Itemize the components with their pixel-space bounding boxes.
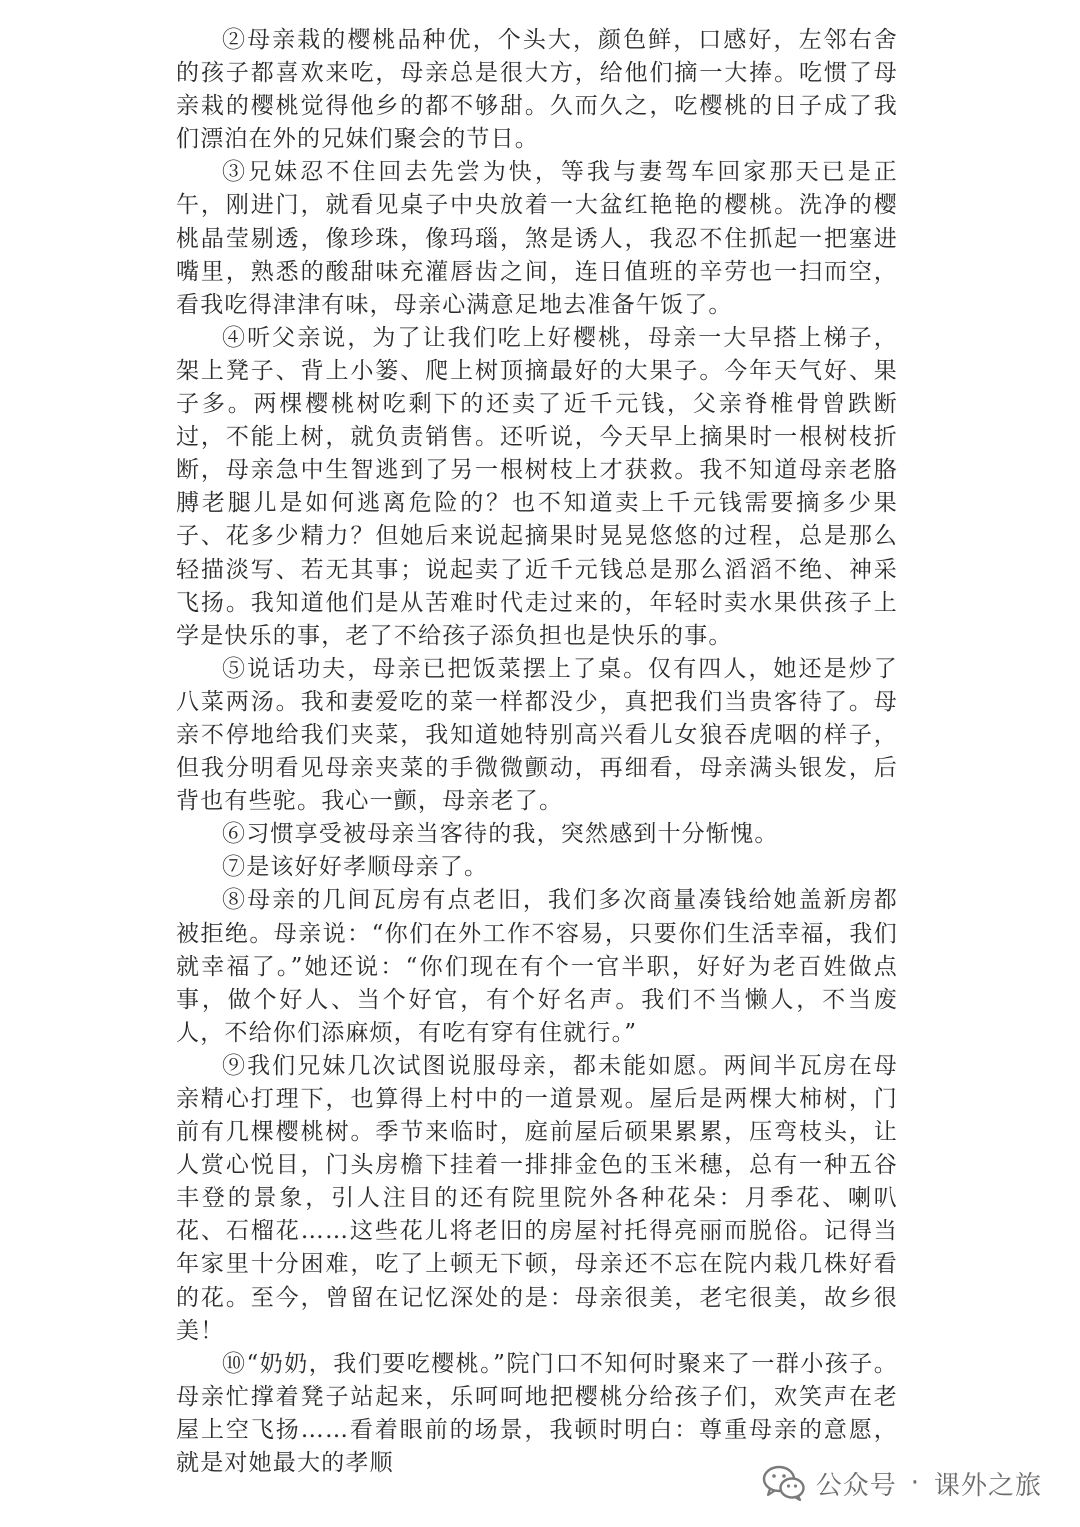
paragraph-9: ⑨我们兄妹几次试图说服母亲，都未能如愿。两间半瓦房在母亲精心打理下，也算得上村中的一道景观。屋后是两棵大柿树，门前有几棵樱桃树。季节来临时，庭前屋后硕果累累，压弯枝头，让人赏心悦目，门头房檐下挂着一排排金色的玉米穗，总有一种五谷丰登的景象，引人注目的还有院里院外各种花朵：月季花、喇叭花、石榴花……这些花儿将老旧的房屋衬托得亮丽而脱俗。记得当年家里十分困难，吃了上顿无下顿，母亲还不忘在院内栽几株好看的花。至今，曾留在记忆深处的是：母亲很美，老宅很美，故乡很美！ bbox=[176, 1052, 898, 1344]
watermark-account: 课外之旅 bbox=[933, 1470, 1042, 1501]
paragraph-10: ⑩“奶奶，我们要吃樱桃。”院门口不知何时聚来了一群小孩子。母亲忙撑着凳子站起来，乐呵呵地把樱桃分给孩子们，欢笑声在老屋上空飞扬……看着眼前的场景，我顿时明白：尊重母亲的意愿，就是对她最大的孝顺 bbox=[176, 1350, 898, 1477]
paragraph-3: ③兄妹忍不住回去先尝为快，等我与妻驾车回家那天已是正午，刚进门，就看见桌子中央放着一大盆红艳艳的樱桃。洗净的樱桃晶莹剔透，像珍珠，像玛瑙，煞是诱人，我忍不住抓起一把塞进嘴里，熟悉的酸甜味充灌唇齿之间，连日值班的辛劳也一扫而空，看我吃得津津有味，母亲心满意足地去准备午饭了。 bbox=[176, 159, 898, 318]
watermark-label: 公众号 bbox=[815, 1470, 897, 1501]
wechat-watermark bbox=[758, 1463, 1046, 1503]
paragraph-5: ⑤说话功夫，母亲已把饭菜摆上了桌。仅有四人，她还是炒了八菜两汤。我和妻爱吃的菜一样都没少，真把我们当贵客待了。母亲不停地给我们夹菜，我知道她特别高兴看儿女狼吞虎咽的样子，但我分明看见母亲夹菜的手微微颤动，再细看，母亲满头银发，后背也有些驼。我心一颤，母亲老了。 bbox=[176, 655, 898, 815]
paragraph-4: ④听父亲说，为了让我们吃上好樱桃，母亲一大早搭上梯子，架上凳子、背上小篓、爬上树顶摘最好的大果子。今年天气好、果子多。两棵樱桃树吃剩下的还卖了近千元钱，父亲脊椎骨曾跌断过，不能上树，就负责销售。还听说，今天早上摘果时一根树枝折断，母亲急中生智逃到了另一根树枝上才获救。我不知道母亲老胳膊老腿儿是如何逃离危险的？也不知道卖上千元钱需要摘多少果子、花多少精力？但她后来说起摘果时晃晃悠悠的过程，总是那么轻描淡写、若无其事；说起卖了近千元钱总是那么滔滔不绝、神采飞扬。我知道他们是从苦难时代走过来的，年轻时卖水果供孩子上学是快乐的事，老了不给孩子添负担也是快乐的事。 bbox=[176, 324, 898, 649]
paragraph-8: ⑧母亲的几间瓦房有点老旧，我们多次商量凑钱给她盖新房都被拒绝。母亲说：“你们在外工作不容易，只要你们生活幸福，我们就幸福了。”她还说：“你们现在有个一官半职，好好为老百姓做点事，做个好人、当个好官，有个好名声。我们不当懒人，不当废人，不给你们添麻烦，有吃有穿有住就行。” bbox=[176, 887, 898, 1046]
article-body bbox=[176, 24, 898, 1480]
paragraph-6: ⑥习惯享受被母亲当客待的我，突然感到十分惭愧。 bbox=[222, 821, 779, 848]
wechat-icon bbox=[762, 1465, 806, 1501]
watermark-separator: · bbox=[910, 1468, 920, 1498]
paragraph-2: ②母亲栽的樱桃品种优，个头大，颜色鲜，口感好，左邻右舍的孩子都喜欢来吃，母亲总是很大方，给他们摘一大捧。吃惯了母亲栽的樱桃觉得他乡的都不够甜。久而久之，吃樱桃的日子成了我们漂泊在外的兄妹们聚会的节日。 bbox=[176, 27, 898, 153]
paragraph-7: ⑦是该好好孝顺母亲了。 bbox=[222, 854, 489, 881]
